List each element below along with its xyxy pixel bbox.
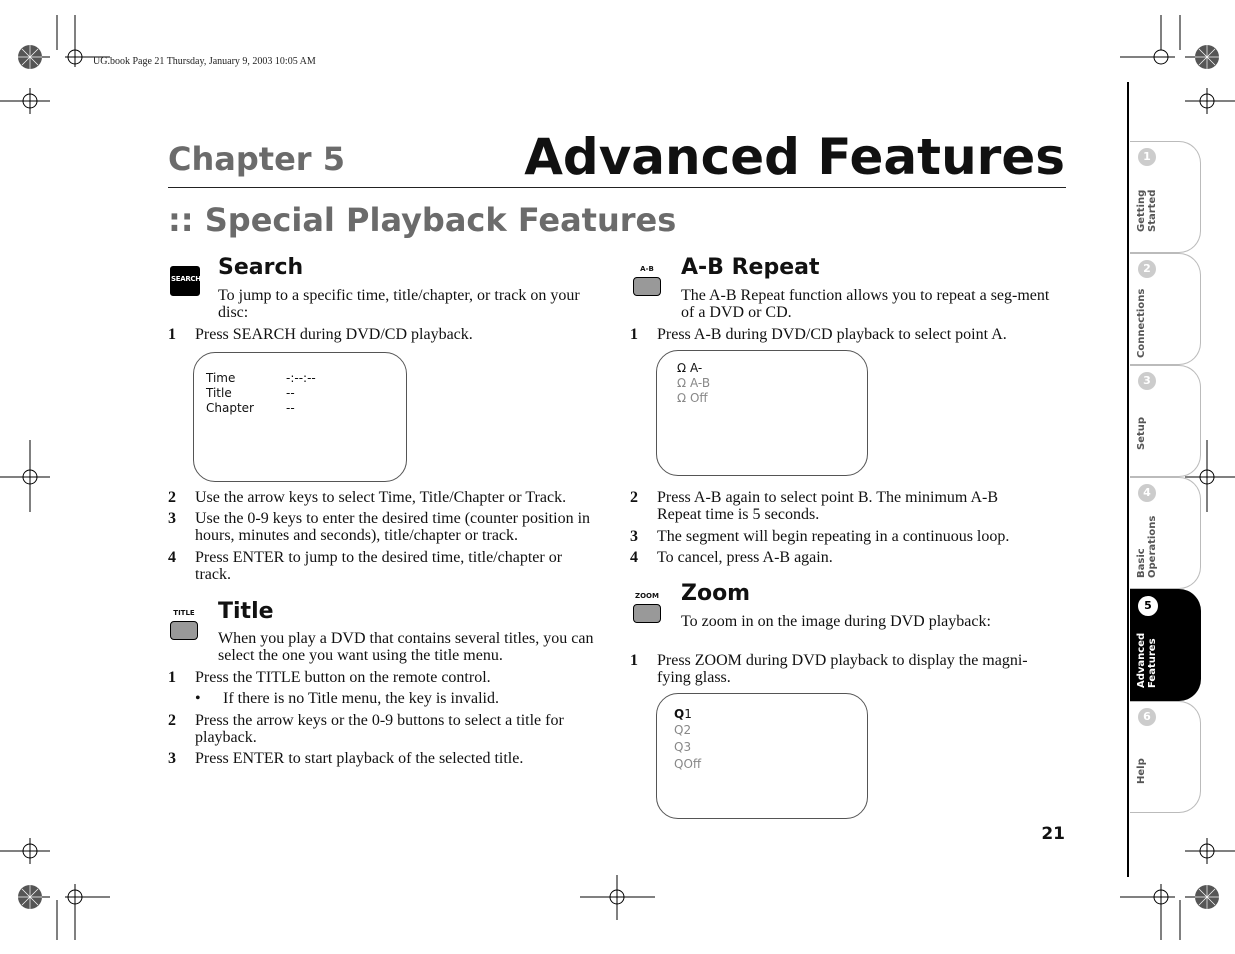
ab-intro: The A-B Repeat function allows you to repeat a seg-ment of a DVD or CD. xyxy=(681,287,1050,321)
step-text: Press the arrow keys or the 0-9 buttons to select a title for playback. xyxy=(195,712,564,746)
osd-item xyxy=(677,361,702,376)
osd-item xyxy=(674,707,692,722)
step-number: 3 xyxy=(168,750,176,767)
bullet: • xyxy=(195,690,201,707)
step-number: 1 xyxy=(168,326,176,343)
title-button-icon xyxy=(170,609,198,641)
step-text: Press ENTER to start playback of the selected title. xyxy=(195,750,524,767)
step-text: Press ENTER to jump to the desired time, title/chapter or track. xyxy=(195,549,563,583)
zoom-icon-label: ZOOM xyxy=(635,592,659,600)
tab-label: Setup xyxy=(1136,416,1147,450)
step-text: Press A-B during DVD/CD playback to select point A. xyxy=(657,326,1007,343)
osd-value: -:--:-- xyxy=(286,371,316,385)
tab-advanced-features[interactable] xyxy=(1130,589,1201,701)
magnifier-icon: Q xyxy=(674,757,684,771)
osd-label: Chapter xyxy=(206,401,254,415)
osd-row xyxy=(206,386,295,401)
magnifier-icon: Q xyxy=(674,707,685,721)
search-button-icon xyxy=(170,266,200,296)
repeat-icon: Ω xyxy=(677,391,690,405)
magnifier-icon: Q xyxy=(674,740,684,754)
osd-item-label: 3 xyxy=(683,740,692,754)
osd-item-label: Off xyxy=(683,757,702,771)
osd-item xyxy=(677,376,710,391)
page-number: 21 xyxy=(1041,824,1065,844)
step-text: Use the 0-9 keys to enter the desired time (counter position in hours, minutes and seconds), title/chapter or track. xyxy=(195,510,591,544)
tab-number-badge: 1 xyxy=(1138,148,1156,166)
ab-icon-label: A-B xyxy=(640,265,654,273)
zoom-button-icon xyxy=(633,592,661,624)
osd-item-label: 1 xyxy=(684,707,692,721)
repeat-icon: Ω xyxy=(677,376,690,390)
ab-heading: A-B Repeat xyxy=(681,255,820,280)
step-number: 2 xyxy=(630,489,638,506)
tab-number-badge: 6 xyxy=(1138,708,1156,726)
step-number: 1 xyxy=(630,652,638,669)
tab-number-badge: 3 xyxy=(1138,372,1156,390)
osd-item xyxy=(674,723,691,738)
osd-item-label: A-B xyxy=(689,376,711,390)
step-number: 3 xyxy=(168,510,176,527)
step-number: 2 xyxy=(168,489,176,506)
ab-osd-screen xyxy=(656,350,868,476)
zoom-intro: To zoom in on the image during DVD playback: xyxy=(681,613,991,630)
print-header: UG.book Page 21 Thursday, January 9, 2003 10:05 AM xyxy=(93,56,316,67)
osd-item-label: 2 xyxy=(683,723,692,737)
step-text: Press the TITLE button on the remote control. xyxy=(195,669,491,686)
magnifier-icon: Q xyxy=(674,723,684,737)
zoom-osd-screen xyxy=(656,693,868,819)
osd-item-label: Off xyxy=(689,391,708,405)
step-text: Press ZOOM during DVD playback to display the magni-fying glass. xyxy=(657,652,1028,686)
tab-getting-started[interactable] xyxy=(1130,141,1201,253)
osd-value: -- xyxy=(286,386,295,400)
title-key-icon xyxy=(170,621,198,640)
chapter-title: Advanced Features xyxy=(524,128,1065,186)
step-text: The segment will begin repeating in a continuous loop. xyxy=(657,528,1010,545)
step-text: Press SEARCH during DVD/CD playback. xyxy=(195,326,473,343)
tab-spine xyxy=(1127,82,1129,877)
osd-item xyxy=(674,740,691,755)
title-heading: Title xyxy=(218,599,274,624)
osd-item-label: A- xyxy=(689,361,703,375)
osd-item xyxy=(677,391,708,406)
search-icon-label: SEARCH xyxy=(171,275,201,283)
repeat-icon: Ω xyxy=(677,361,690,375)
tab-connections[interactable] xyxy=(1130,253,1201,365)
section-title: :: Special Playback Features xyxy=(168,201,677,239)
tab-label: Advanced Features xyxy=(1136,632,1158,688)
osd-value: -- xyxy=(286,401,295,415)
ab-key-icon xyxy=(633,277,661,296)
search-intro: To jump to a specific time, title/chapter, or track on your disc: xyxy=(218,287,580,321)
step-number: 4 xyxy=(630,549,638,566)
step-number: 3 xyxy=(630,528,638,545)
step-text: Use the arrow keys to select Time, Title/Chapter or Track. xyxy=(195,489,567,506)
step-text: To cancel, press A-B again. xyxy=(657,549,833,566)
title-rule xyxy=(168,187,1066,188)
ab-button-icon xyxy=(633,265,661,297)
osd-row xyxy=(206,371,316,386)
tab-number-badge: 4 xyxy=(1138,484,1156,502)
zoom-heading: Zoom xyxy=(681,581,751,606)
title-intro: When you play a DVD that contains several titles, you can select the one you want using the title menu. xyxy=(218,630,594,664)
title-icon-label: TITLE xyxy=(173,609,195,617)
tab-setup[interactable] xyxy=(1130,365,1201,477)
osd-label: Title xyxy=(206,386,232,400)
tab-label: Basic Operations xyxy=(1136,515,1158,578)
tab-basic-operations[interactable] xyxy=(1130,477,1201,589)
step-number: 1 xyxy=(168,669,176,686)
osd-item xyxy=(674,757,701,772)
tab-label: Help xyxy=(1136,758,1147,784)
tab-help[interactable] xyxy=(1130,701,1201,813)
step-number: 4 xyxy=(168,549,176,566)
tab-number-badge: 5 xyxy=(1138,596,1158,616)
step-text: If there is no Title menu, the key is invalid. xyxy=(223,690,499,707)
step-text: Press A-B again to select point B. The minimum A-B Repeat time is 5 seconds. xyxy=(657,489,999,523)
search-osd-screen xyxy=(193,352,407,482)
osd-label: Time xyxy=(206,371,236,385)
chapter-label: Chapter 5 xyxy=(168,140,345,178)
tab-label: Getting Started xyxy=(1136,189,1158,232)
step-number: 2 xyxy=(168,712,176,729)
tab-label: Connections xyxy=(1136,288,1147,358)
step-number: 1 xyxy=(630,326,638,343)
search-heading: Search xyxy=(218,255,304,280)
tab-number-badge: 2 xyxy=(1138,260,1156,278)
zoom-key-icon xyxy=(633,604,661,623)
osd-row xyxy=(206,401,295,416)
